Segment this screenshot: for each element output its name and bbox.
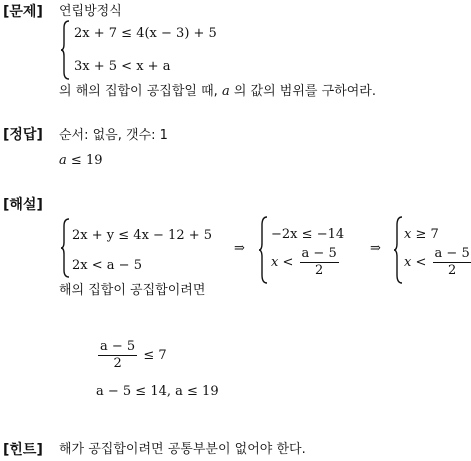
problem-eq1-rhs: 4(x − 3) + 5 xyxy=(136,26,217,41)
sys2-eq2 xyxy=(271,246,341,279)
sys3-eq1 xyxy=(404,226,439,244)
sys1-eq1-rel: ≤ xyxy=(118,228,130,243)
sys3-eq2 xyxy=(404,246,471,279)
sys3-eq2-rel: < xyxy=(415,255,427,270)
problem-eq1 xyxy=(74,25,217,43)
problem-title: 연립방정식 xyxy=(59,4,122,19)
sys1-eq1-rhs: 4x − 12 + 5 xyxy=(133,228,213,243)
solution-label: [해설] xyxy=(3,197,43,213)
answer-value: 19 xyxy=(85,153,103,168)
step1-fraction-numerator: a − 5 xyxy=(100,339,136,354)
step1-fraction-denominator: 2 xyxy=(113,356,122,371)
problem-question xyxy=(59,83,376,101)
sys2-eq2-fraction xyxy=(300,246,339,279)
sys1-eq2-lhs: 2x xyxy=(72,258,88,273)
implies-arrow-icon-2: ⇒ xyxy=(370,241,381,256)
sys3-eq1-lhs: x xyxy=(404,227,412,242)
sys3-fraction-denominator: 2 xyxy=(447,263,457,278)
sys1-eq2-rel: < xyxy=(91,258,103,273)
sys2-fraction-denominator: 2 xyxy=(314,263,324,278)
sys2-eq1 xyxy=(271,226,344,244)
solution-brace-2-icon xyxy=(258,216,268,284)
question-text-before: 의 해의 집합이 공집합일 때, xyxy=(59,84,218,99)
sys3-eq1-rhs: 7 xyxy=(430,227,439,242)
solution-step1 xyxy=(96,339,167,372)
answer-var: a xyxy=(59,153,67,168)
problem-eq2-lhs: 3x + 5 xyxy=(74,59,118,74)
question-var: a xyxy=(221,84,230,99)
solution-step2: a − 5 ≤ 14, a ≤ 19 xyxy=(96,384,219,399)
answer-label: [정답] xyxy=(3,127,43,143)
step1-fraction xyxy=(98,339,137,372)
sys1-eq1-lhs: 2x + y xyxy=(72,228,115,243)
sys1-eq1 xyxy=(72,227,212,245)
answer-inequality xyxy=(59,152,103,170)
solution-brace-3-icon xyxy=(393,216,403,284)
problem-eq2-rhs: x + a xyxy=(136,59,171,74)
sys3-eq1-rel: ≥ xyxy=(415,227,427,242)
sys3-eq2-fraction xyxy=(433,246,471,279)
answer-summary: 순서: 없음, 갯수: 1 xyxy=(59,128,168,143)
sys2-eq2-lhs: x xyxy=(271,255,279,270)
problem-eq2-rel: < xyxy=(121,59,133,74)
sys2-eq1-lhs: −2x xyxy=(271,227,298,242)
sys3-eq2-lhs: x xyxy=(404,255,412,270)
answer-rel: ≤ xyxy=(70,153,82,168)
sys2-eq1-rhs: −14 xyxy=(316,227,345,242)
solution-brace-1-icon xyxy=(60,218,70,278)
problem-label: [문제] xyxy=(3,4,43,20)
hint-label: [힌트] xyxy=(3,442,43,458)
implies-arrow-icon-1: ⇒ xyxy=(234,241,245,256)
sys2-eq2-rel: < xyxy=(282,255,294,270)
step1-rel: ≤ xyxy=(143,348,155,363)
question-text-after: 의 값의 범위를 구하여라. xyxy=(233,84,376,99)
sys3-fraction-numerator: a − 5 xyxy=(434,246,470,261)
step1-rhs: 7 xyxy=(158,348,167,363)
problem-eq2 xyxy=(74,58,170,76)
sys2-eq1-rel: ≤ xyxy=(301,227,313,242)
sys1-eq2-rhs: a − 5 xyxy=(106,258,142,273)
sys2-fraction-numerator: a − 5 xyxy=(301,246,337,261)
problem-eq1-rel: ≤ xyxy=(121,26,133,41)
problem-eq1-lhs: 2x + 7 xyxy=(74,26,118,41)
hint-text: 해가 공집합이려면 공통부분이 없어야 한다. xyxy=(59,442,306,457)
solution-note: 해의 집합이 공집합이려면 xyxy=(59,283,206,298)
sys1-eq2 xyxy=(72,257,142,275)
problem-brace-icon xyxy=(60,20,70,80)
